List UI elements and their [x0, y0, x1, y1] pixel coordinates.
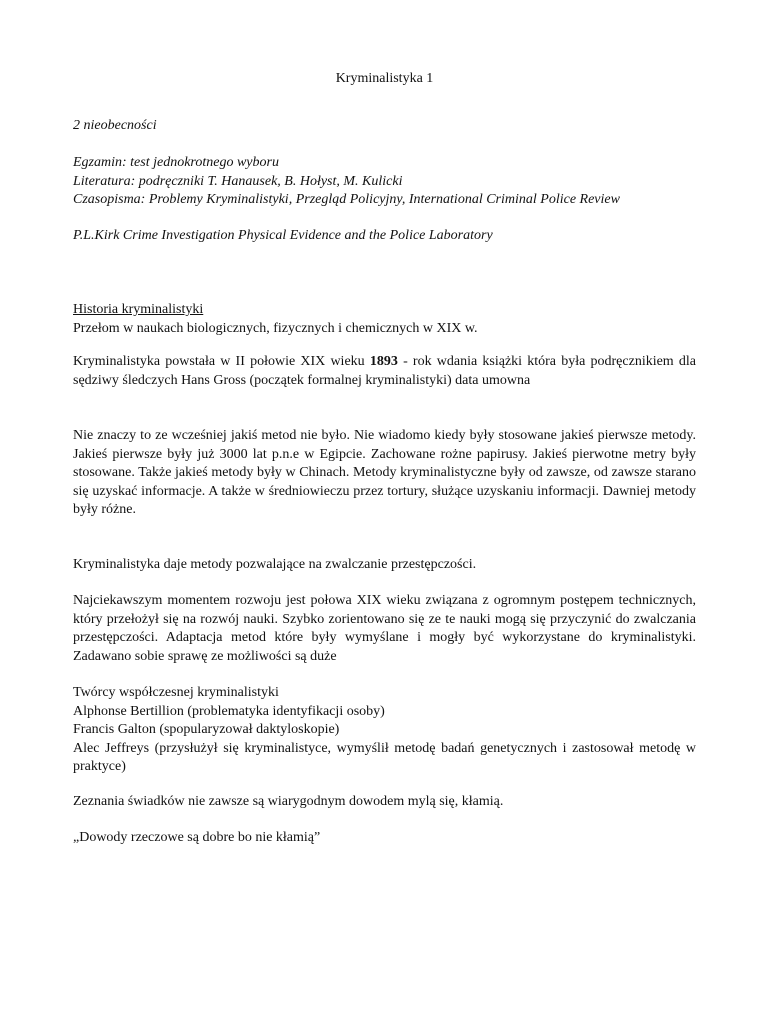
literature-line: Literatura: podręczniki T. Hanausek, B. Hołyst, M. Kulicki — [73, 173, 403, 189]
creator-galton: Francis Galton (spopularyzował daktyloskopie) — [73, 722, 340, 737]
creator-bertillion: Alphonse Bertillion (problematyka identyfikacji osoby) — [73, 703, 385, 719]
development-paragraph: Najciekawszym momentem rozwoju jest połowa XIX wieku związana z ogromnym postępem technicznych, który przełożył się na rozwój nauki. Szybko zorientowano się ze te nauki mogą się przyczynić do zwalczania przestępczości. Adaptacja metod które były wymyślane i mogły być wykorzystane do kryminalistyki. Zadawano sobie sprawę ze możliwości są duże — [73, 593, 696, 664]
methods-paragraph: Kryminalistyka daje metody pozwalające na zwalczanie przestępczości. — [73, 557, 477, 572]
creators-section — [73, 684, 696, 777]
journals-line: Czasopisma: Problemy Kryminalistyki, Przegląd Policyjny, International Criminal Police Review — [73, 192, 620, 207]
early-methods-paragraph: Nie znaczy to ze wcześniej jakiś metod nie było. Nie wiadomo kiedy były stosowane jakieś pierwsze metody. Jakieś pierwsze były już 3000 lat p.n.e w Egipcie. Zachowane rożne papirusy. Jakieś pierwotne metry były stosowane. Także jakieś metody były w Chinach. Metody kryminalistyczne były od zawsze, od zawsze starano się uzyskać informacje. A także w średniowieczu przez tortury, służące uzyskaniu informacji. Dawniej metody były różne. — [73, 428, 696, 517]
origin-paragraph — [73, 353, 696, 390]
exam-line: Egzamin: test jednokrotnego wyboru — [73, 155, 279, 170]
history-heading: Historia kryminalistyki — [73, 302, 204, 317]
origin-text-before: Kryminalistyka powstała w II połowie XIX wieku — [73, 354, 370, 369]
kirk-reference: P.L.Kirk Crime Investigation Physical Evidence and the Police Laboratory — [73, 228, 493, 243]
document-page — [73, 0, 696, 1024]
document-title: Kryminalistyka 1 — [335, 71, 434, 86]
witnesses-paragraph: Zeznania świadków nie zawsze są wiarygodnym dowodem mylą się, kłamią. — [73, 794, 504, 809]
breakthrough-line: Przełom w naukach biologicznych, fizycznych i chemicznych w XIX w. — [73, 320, 478, 336]
course-info — [73, 154, 696, 210]
origin-text-after: - rok wdania książki która była podręcznikiem dla sędziwy śledczych Hans Gross (początek formalnej kryminalistyki) data umowna — [73, 354, 696, 388]
absences-note: 2 nieobecności — [73, 118, 157, 133]
creator-jeffreys: Alec Jeffreys (przysłużył się kryminalistyce, wymyślił metodę badań genetycznych i zastosował metodę w praktyce) — [73, 740, 696, 774]
origin-year: 1893 — [369, 354, 398, 369]
quote-paragraph: „Dowody rzeczowe są dobre bo nie kłamią” — [73, 830, 321, 845]
creators-heading: Twórcy współczesnej kryminalistyki — [73, 685, 279, 700]
history-section — [73, 301, 696, 338]
